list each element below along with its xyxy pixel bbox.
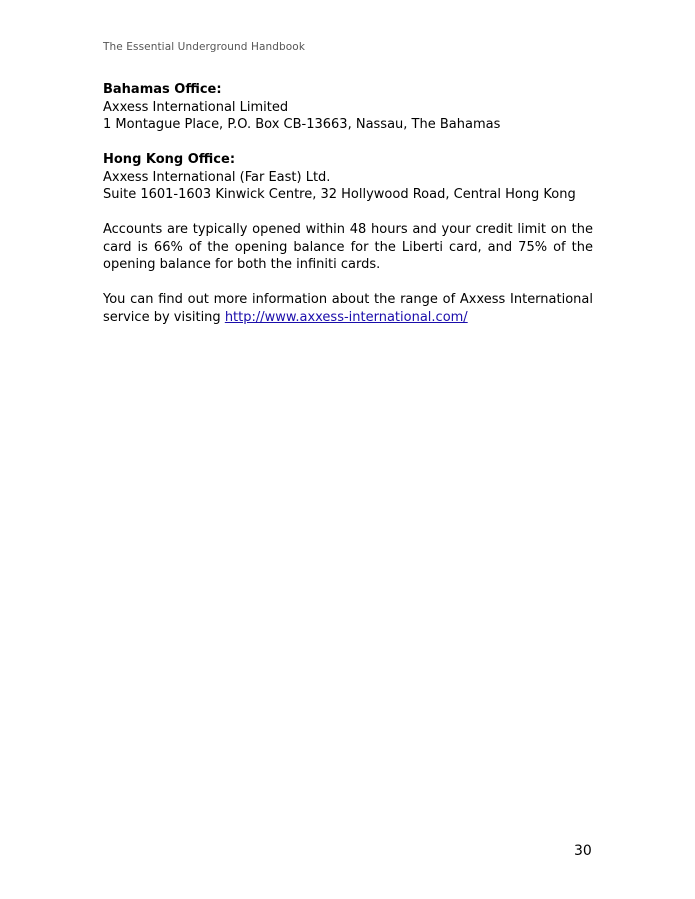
axxess-website-link[interactable]: http://www.axxess-international.com/	[224, 309, 468, 325]
bahamas-office-heading: Bahamas Office:	[103, 82, 222, 97]
hongkong-office-section	[103, 151, 593, 204]
page-content	[103, 81, 593, 344]
hongkong-office-heading: Hong Kong Office:	[103, 152, 236, 167]
bahamas-office-company: Axxess International Limited	[103, 99, 289, 115]
more-info-paragraph	[103, 291, 593, 326]
page-number: 30	[574, 843, 592, 859]
more-info-text: You can find out more information about the range of Axxess International service by visiting	[103, 292, 593, 325]
hongkong-office-company: Axxess International (Far East) Ltd.	[103, 169, 331, 185]
hongkong-office-address: Suite 1601-1603 Kinwick Centre, 32 Hollywood Road, Central Hong Kong	[103, 187, 576, 202]
accounts-paragraph: Accounts are typically opened within 48 hours and your credit limit on the card is 66% of the opening balance for the Liberti card, and 75% of the opening balance for both the infiniti cards.	[103, 222, 593, 272]
running-header: The Essential Underground Handbook	[103, 41, 306, 53]
bahamas-office-address: 1 Montague Place, P.O. Box CB-13663, Nassau, The Bahamas	[103, 117, 501, 132]
bahamas-office-section	[103, 81, 593, 134]
